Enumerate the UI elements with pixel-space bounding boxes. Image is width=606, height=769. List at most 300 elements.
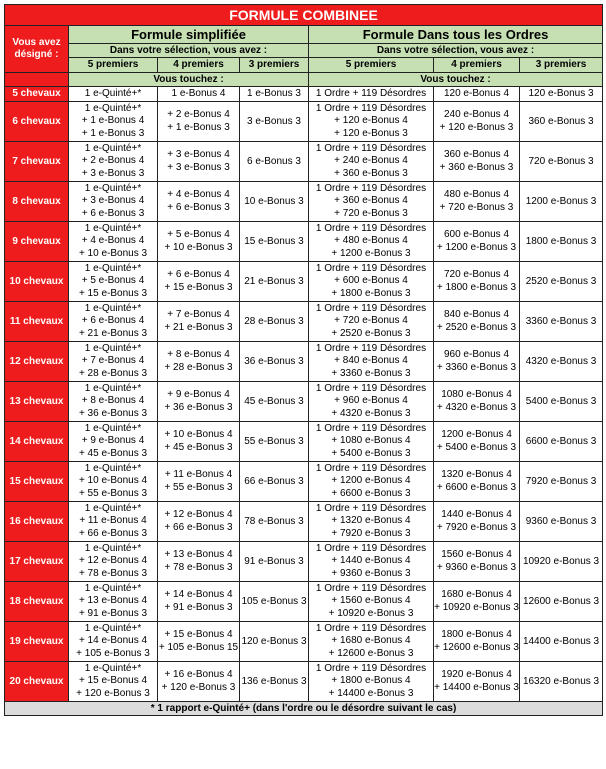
cell-tous-ordres-5-premiers xyxy=(309,102,434,142)
cell-line: + 36 e-Bonus 3 xyxy=(78,407,148,419)
cell-tous-ordres-3-premiers: 4320 e-Bonus 3 xyxy=(520,342,603,382)
cell-tous-ordres-4-premiers xyxy=(434,142,520,182)
cell-tous-ordres-3-premiers: 5400 e-Bonus 3 xyxy=(520,382,603,422)
cell-simplifiee-3-premiers: 21 e-Bonus 3 xyxy=(240,262,309,302)
cell-simplifiee-3-premiers: 1 e-Bonus 3 xyxy=(240,87,309,102)
cell-tous-ordres-3-premiers: 16320 e-Bonus 3 xyxy=(520,662,603,702)
subheader-touchez-tous-ordres: Vous touchez : xyxy=(309,73,603,87)
row-label: 8 chevaux xyxy=(5,182,69,222)
cell-line: 1 e-Quinté+* xyxy=(84,502,142,514)
cell-tous-ordres-3-premiers: 12600 e-Bonus 3 xyxy=(520,582,603,622)
cell-line: + 66 e-Bonus 3 xyxy=(164,521,233,533)
cell-line: + 2 e-Bonus 4 xyxy=(167,109,230,120)
cell-line: + 1 e-Bonus 4 xyxy=(81,115,145,127)
cell-line: + 5 e-Bonus 4 xyxy=(167,229,230,240)
cell-line: 1920 e-Bonus 4 xyxy=(441,669,512,680)
cell-line: + 15 e-Bonus 3 xyxy=(164,281,233,293)
cell-line: 1200 e-Bonus 4 xyxy=(441,429,512,440)
cell-line: 1 Ordre + 119 Désordres xyxy=(315,662,427,674)
cell-tous-ordres-4-premiers xyxy=(434,102,520,142)
cell-line: + 4 e-Bonus 4 xyxy=(81,235,145,247)
table-row xyxy=(5,302,603,342)
cell-line: + 2 e-Bonus 4 xyxy=(81,155,145,167)
cell-simplifiee-4-premiers xyxy=(158,422,240,462)
cell-tous-ordres-5-premiers xyxy=(309,662,434,702)
cell-line: 1 Ordre + 119 Désordres xyxy=(315,382,427,394)
cell-line: + 12600 e-Bonus 3 xyxy=(328,647,414,659)
cell-line: + 12 e-Bonus 4 xyxy=(78,555,148,567)
cell-tous-ordres-5-premiers xyxy=(309,542,434,582)
table-row xyxy=(5,262,603,302)
cell-line: + 9360 e-Bonus 3 xyxy=(331,567,411,579)
cell-line: + 55 e-Bonus 3 xyxy=(164,481,233,493)
cell-line: + 5400 e-Bonus 3 xyxy=(331,447,411,459)
row-label: 13 chevaux xyxy=(5,382,69,422)
cell-tous-ordres-5-premiers xyxy=(309,182,434,222)
table-row xyxy=(5,142,603,182)
cell-simplifiee-4-premiers xyxy=(158,222,240,262)
row-label: 6 chevaux xyxy=(5,102,69,142)
cell-simplifiee-4-premiers xyxy=(158,622,240,662)
cell-line: 600 e-Bonus 4 xyxy=(443,229,510,240)
col-header-tous-ordres-3: 3 premiers xyxy=(520,58,603,73)
cell-line: + 360 e-Bonus 4 xyxy=(334,195,408,207)
cell-tous-ordres-5-premiers xyxy=(309,342,434,382)
cell-simplifiee-5-premiers xyxy=(69,142,158,182)
cell-tous-ordres-3-premiers: 720 e-Bonus 3 xyxy=(520,142,603,182)
cell-line: + 66 e-Bonus 3 xyxy=(78,527,148,539)
cell-tous-ordres-4-premiers xyxy=(434,182,520,222)
cell-simplifiee-4-premiers xyxy=(158,542,240,582)
cell-tous-ordres-4-premiers xyxy=(434,422,520,462)
cell-simplifiee-5-premiers xyxy=(69,182,158,222)
cell-line: + 1200 e-Bonus 3 xyxy=(331,247,411,259)
cell-line: + 1 e-Bonus 3 xyxy=(81,127,145,139)
cell-line: + 1320 e-Bonus 4 xyxy=(331,515,411,527)
header-formule-simplifiee: Formule simplifiée xyxy=(69,26,309,44)
cell-line: + 36 e-Bonus 3 xyxy=(164,401,233,413)
cell-tous-ordres-3-premiers: 3360 e-Bonus 3 xyxy=(520,302,603,342)
footnote-row xyxy=(5,702,603,716)
cell-tous-ordres-5-premiers xyxy=(309,622,434,662)
cell-line: + 1800 e-Bonus 3 xyxy=(436,281,517,293)
cell-simplifiee-4-premiers xyxy=(158,342,240,382)
formule-combinee-sheet xyxy=(4,4,602,716)
cell-line: + 7920 e-Bonus 3 xyxy=(331,527,411,539)
cell-line: + 28 e-Bonus 3 xyxy=(164,361,233,373)
cell-line: + 105 e-Bonus 3 xyxy=(76,647,150,659)
col-header-tous-ordres-5: 5 premiers xyxy=(309,58,434,73)
cell-simplifiee-4-premiers xyxy=(158,462,240,502)
cell-tous-ordres-3-premiers: 6600 e-Bonus 3 xyxy=(520,422,603,462)
cell-line: + 11 e-Bonus 4 xyxy=(79,515,147,527)
row-label: 18 chevaux xyxy=(5,582,69,622)
cell-line: + 21 e-Bonus 3 xyxy=(78,327,148,339)
cell-line: + 45 e-Bonus 3 xyxy=(78,447,148,459)
cell-tous-ordres-5-premiers xyxy=(309,422,434,462)
table-row xyxy=(5,87,603,102)
cell-line: + 1680 e-Bonus 4 xyxy=(331,635,411,647)
cell-line: 1 Ordre + 119 Désordres xyxy=(315,182,427,194)
cell-line: + 360 e-Bonus 3 xyxy=(334,167,408,179)
cell-line: + 45 e-Bonus 3 xyxy=(164,441,233,453)
cell-line: 1 e-Quinté+* xyxy=(84,182,142,194)
cell-tous-ordres-4-premiers xyxy=(434,342,520,382)
cell-tous-ordres-4-premiers xyxy=(434,502,520,542)
cell-line: + 78 e-Bonus 3 xyxy=(78,567,148,579)
cell-simplifiee-4-premiers xyxy=(158,382,240,422)
cell-simplifiee-5-premiers xyxy=(69,262,158,302)
cell-line: + 4320 e-Bonus 3 xyxy=(436,401,517,413)
cell-simplifiee-5-premiers xyxy=(69,422,158,462)
cell-simplifiee-5-premiers xyxy=(69,87,158,102)
cell-tous-ordres-4-premiers xyxy=(434,382,520,422)
cell-line: + 28 e-Bonus 3 xyxy=(78,367,148,379)
cell-simplifiee-5-premiers xyxy=(69,222,158,262)
cell-tous-ordres-4-premiers xyxy=(434,87,520,102)
cell-line: + 120 e-Bonus 3 xyxy=(161,681,236,693)
cell-tous-ordres-3-premiers: 7920 e-Bonus 3 xyxy=(520,462,603,502)
cell-line: 1 Ordre + 119 Désordres xyxy=(315,502,427,514)
table-row xyxy=(5,662,603,702)
table-row xyxy=(5,462,603,502)
cell-line: 1 e-Quinté+* xyxy=(84,302,142,314)
cell-line: 1 e-Quinté+* xyxy=(84,342,142,354)
cell-tous-ordres-5-premiers xyxy=(309,302,434,342)
cell-line: + 7920 e-Bonus 3 xyxy=(436,521,517,533)
table-title: FORMULE COMBINEE xyxy=(5,5,603,26)
cell-line: 1680 e-Bonus 4 xyxy=(441,589,512,600)
cell-simplifiee-5-premiers xyxy=(69,382,158,422)
cell-line: + 960 e-Bonus 4 xyxy=(334,395,408,407)
cell-line: 1 e-Quinté+* xyxy=(84,422,142,434)
cell-line: + 1080 e-Bonus 4 xyxy=(331,435,411,447)
cell-line: 240 e-Bonus 4 xyxy=(443,109,510,120)
subheader-selection-tous-ordres: Dans votre sélection, vous avez : xyxy=(309,44,603,58)
cell-tous-ordres-3-premiers: 360 e-Bonus 3 xyxy=(520,102,603,142)
cell-line: 1 e-Quinté+* xyxy=(84,382,142,394)
cell-line: + 78 e-Bonus 3 xyxy=(164,561,233,573)
cell-tous-ordres-3-premiers: 1800 e-Bonus 3 xyxy=(520,222,603,262)
cell-simplifiee-4-premiers xyxy=(158,182,240,222)
cell-simplifiee-5-premiers xyxy=(69,302,158,342)
cell-tous-ordres-5-premiers xyxy=(309,222,434,262)
cell-line: + 8 e-Bonus 4 xyxy=(81,395,145,407)
table-row xyxy=(5,422,603,462)
cell-line: + 840 e-Bonus 4 xyxy=(334,355,408,367)
cell-line: + 600 e-Bonus 4 xyxy=(334,275,408,287)
subheader-selection-simplifiee: Dans votre sélection, vous avez : xyxy=(69,44,309,58)
row-label: 16 chevaux xyxy=(5,502,69,542)
cell-line: + 3 e-Bonus 3 xyxy=(81,167,145,179)
cell-tous-ordres-4-premiers xyxy=(434,542,520,582)
col-header-tous-ordres-4: 4 premiers xyxy=(434,58,520,73)
table-row xyxy=(5,542,603,582)
cell-line: 1560 e-Bonus 4 xyxy=(441,549,512,560)
cell-tous-ordres-4-premiers xyxy=(434,262,520,302)
cell-line: + 14 e-Bonus 4 xyxy=(78,635,148,647)
cell-line: + 10920 e-Bonus 3 xyxy=(328,607,414,619)
cell-line: 960 e-Bonus 4 xyxy=(443,349,510,360)
cell-line: + 10 e-Bonus 4 xyxy=(164,429,233,440)
cell-line: + 120 e-Bonus 3 xyxy=(334,127,408,139)
cell-simplifiee-5-premiers xyxy=(69,582,158,622)
cell-line: 1 Ordre + 119 Désordres xyxy=(315,262,427,274)
cell-line: + 1 e-Bonus 3 xyxy=(167,121,230,133)
cell-line: 1 e-Quinté+* xyxy=(84,462,142,474)
cell-line: + 3 e-Bonus 4 xyxy=(167,149,230,160)
cell-line: 720 e-Bonus 4 xyxy=(443,269,510,280)
cell-line: 1 Ordre + 119 Désordres xyxy=(315,342,427,354)
cell-simplifiee-5-premiers xyxy=(69,342,158,382)
cell-simplifiee-4-premiers xyxy=(158,87,240,102)
row-label: 9 chevaux xyxy=(5,222,69,262)
cell-line: + 4320 e-Bonus 3 xyxy=(331,407,411,419)
cell-tous-ordres-4-premiers xyxy=(434,222,520,262)
cell-line: 1 Ordre + 119 Désordres xyxy=(315,142,427,154)
cell-line: + 6 e-Bonus 3 xyxy=(167,201,230,213)
cell-line: + 120 e-Bonus 3 xyxy=(76,687,150,699)
table-row xyxy=(5,622,603,662)
cell-line: + 8 e-Bonus 4 xyxy=(167,349,230,360)
cell-line: + 10 e-Bonus 3 xyxy=(78,247,148,259)
row-label: 10 chevaux xyxy=(5,262,69,302)
row-label: 12 chevaux xyxy=(5,342,69,382)
cell-line: 1 Ordre + 119 Désordres xyxy=(315,582,427,594)
cell-line: 1 e-Quinté+* xyxy=(84,622,142,634)
cell-line: + 1800 e-Bonus 4 xyxy=(331,675,411,687)
cell-line: 1 Ordre + 119 Désordres xyxy=(315,462,427,474)
cell-simplifiee-4-premiers xyxy=(158,142,240,182)
cell-line: + 5 e-Bonus 4 xyxy=(81,275,145,287)
cell-simplifiee-3-premiers: 55 e-Bonus 3 xyxy=(240,422,309,462)
cell-line: + 3 e-Bonus 3 xyxy=(167,161,230,173)
cell-line: 1 e-Quinté+* xyxy=(84,542,142,554)
row-label: 14 chevaux xyxy=(5,422,69,462)
cell-line: + 7 e-Bonus 4 xyxy=(167,309,230,320)
cell-simplifiee-3-premiers: 6 e-Bonus 3 xyxy=(240,142,309,182)
cell-tous-ordres-5-premiers xyxy=(309,462,434,502)
cell-line: 120 e-Bonus 4 xyxy=(443,87,510,99)
cell-line: + 3360 e-Bonus 3 xyxy=(436,361,517,373)
header-formule-tous-ordres: Formule Dans tous les Ordres xyxy=(309,26,603,44)
cell-line: + 720 e-Bonus 4 xyxy=(334,315,408,327)
table-row xyxy=(5,182,603,222)
cell-line: + 6600 e-Bonus 3 xyxy=(436,481,517,493)
cell-line: + 105 e-Bonus 15 xyxy=(158,641,239,653)
cell-line: + 6 e-Bonus 4 xyxy=(81,315,145,327)
cell-line: + 6 e-Bonus 3 xyxy=(81,207,145,219)
table-row xyxy=(5,342,603,382)
cell-line: 1 e-Quinté+* xyxy=(84,142,142,154)
cell-line: + 1800 e-Bonus 3 xyxy=(331,287,411,299)
cell-simplifiee-3-premiers: 15 e-Bonus 3 xyxy=(240,222,309,262)
cell-line: + 14 e-Bonus 4 xyxy=(164,589,233,600)
cell-simplifiee-3-premiers: 91 e-Bonus 3 xyxy=(240,542,309,582)
cell-line: + 3 e-Bonus 4 xyxy=(81,195,145,207)
cell-line: + 1200 e-Bonus 3 xyxy=(436,241,517,253)
cell-line: + 1200 e-Bonus 4 xyxy=(331,475,411,487)
cell-line: + 9 e-Bonus 4 xyxy=(81,435,145,447)
cell-line: + 2520 e-Bonus 3 xyxy=(331,327,411,339)
col-header-simplifiee-5: 5 premiers xyxy=(69,58,158,73)
cell-line: + 15 e-Bonus 4 xyxy=(78,675,148,687)
cell-line: + 9 e-Bonus 4 xyxy=(167,389,230,400)
cell-line: + 480 e-Bonus 4 xyxy=(334,235,408,247)
cell-line: + 13 e-Bonus 4 xyxy=(78,595,148,607)
cell-simplifiee-5-premiers xyxy=(69,542,158,582)
row-label: 20 chevaux xyxy=(5,662,69,702)
cell-tous-ordres-3-premiers: 120 e-Bonus 3 xyxy=(520,87,603,102)
cell-simplifiee-3-premiers: 105 e-Bonus 3 xyxy=(240,582,309,622)
cell-simplifiee-5-premiers xyxy=(69,102,158,142)
cell-tous-ordres-3-premiers: 2520 e-Bonus 3 xyxy=(520,262,603,302)
cell-simplifiee-3-premiers: 45 e-Bonus 3 xyxy=(240,382,309,422)
cell-line: + 120 e-Bonus 4 xyxy=(334,115,408,127)
cell-line: + 11 e-Bonus 4 xyxy=(164,469,233,480)
cell-line: 1 e-Quinté+* xyxy=(84,222,142,234)
col-header-simplifiee-4: 4 premiers xyxy=(158,58,240,73)
cell-simplifiee-4-premiers xyxy=(158,582,240,622)
cell-line: + 1560 e-Bonus 4 xyxy=(331,595,411,607)
left-header-blank xyxy=(5,73,69,87)
table-row xyxy=(5,382,603,422)
cell-simplifiee-3-premiers: 136 e-Bonus 3 xyxy=(240,662,309,702)
cell-line: + 6600 e-Bonus 3 xyxy=(331,487,411,499)
cell-simplifiee-5-premiers xyxy=(69,662,158,702)
cell-tous-ordres-3-premiers: 10920 e-Bonus 3 xyxy=(520,542,603,582)
cell-line: + 21 e-Bonus 3 xyxy=(164,321,233,333)
cell-line: 1 Ordre + 119 Désordres xyxy=(315,302,427,314)
cell-line: + 91 e-Bonus 3 xyxy=(78,607,148,619)
cell-line: + 9360 e-Bonus 3 xyxy=(436,561,517,573)
cell-tous-ordres-5-premiers xyxy=(309,142,434,182)
cell-line: 1440 e-Bonus 4 xyxy=(441,509,512,520)
cell-line: 1 e-Quinté+* xyxy=(84,87,142,99)
cell-line: + 91 e-Bonus 3 xyxy=(164,601,233,613)
cell-simplifiee-5-premiers xyxy=(69,622,158,662)
cell-simplifiee-3-premiers: 66 e-Bonus 3 xyxy=(240,462,309,502)
cell-tous-ordres-5-premiers xyxy=(309,262,434,302)
cell-line: 1 e-Quinté+* xyxy=(84,662,142,674)
cell-line: + 15 e-Bonus 4 xyxy=(164,629,233,640)
cell-line: + 12600 e-Bonus 3 xyxy=(434,641,519,653)
cell-simplifiee-4-premiers xyxy=(158,262,240,302)
cell-tous-ordres-3-premiers: 9360 e-Bonus 3 xyxy=(520,502,603,542)
cell-tous-ordres-5-premiers xyxy=(309,582,434,622)
cell-tous-ordres-3-premiers: 14400 e-Bonus 3 xyxy=(520,622,603,662)
cell-line: 1800 e-Bonus 4 xyxy=(441,629,512,640)
cell-tous-ordres-4-premiers xyxy=(434,662,520,702)
cell-tous-ordres-4-premiers xyxy=(434,462,520,502)
cell-line: 1 Ordre + 119 Désordres xyxy=(315,102,427,114)
subheader-touchez-simplifiee: Vous touchez : xyxy=(69,73,309,87)
cell-line: + 3360 e-Bonus 3 xyxy=(331,367,411,379)
row-label: 5 chevaux xyxy=(5,87,69,102)
cell-line: 480 e-Bonus 4 xyxy=(443,189,510,200)
cell-line: + 7 e-Bonus 4 xyxy=(81,355,145,367)
cell-line: + 4 e-Bonus 4 xyxy=(167,189,230,200)
row-label: 17 chevaux xyxy=(5,542,69,582)
row-label: 7 chevaux xyxy=(5,142,69,182)
cell-line: 1320 e-Bonus 4 xyxy=(441,469,512,480)
cell-tous-ordres-4-premiers xyxy=(434,302,520,342)
cell-line: 1 Ordre + 119 Désordres xyxy=(315,87,427,99)
cell-line: 360 e-Bonus 4 xyxy=(443,149,510,160)
cell-simplifiee-4-premiers xyxy=(158,662,240,702)
cell-line: + 13 e-Bonus 4 xyxy=(164,549,233,560)
row-label: 11 chevaux xyxy=(5,302,69,342)
cell-line: + 10920 e-Bonus 3 xyxy=(434,601,519,613)
cell-simplifiee-3-premiers: 78 e-Bonus 3 xyxy=(240,502,309,542)
table-row xyxy=(5,102,603,142)
footnote: * 1 rapport e-Quinté+ (dans l'ordre ou le désordre suivant le cas) xyxy=(5,702,603,716)
cell-simplifiee-3-premiers: 10 e-Bonus 3 xyxy=(240,182,309,222)
cell-line: + 6 e-Bonus 4 xyxy=(167,269,230,280)
cell-tous-ordres-5-premiers xyxy=(309,382,434,422)
cell-line: + 720 e-Bonus 3 xyxy=(439,201,514,213)
cell-line: 1 Ordre + 119 Désordres xyxy=(315,222,427,234)
row-label: 15 chevaux xyxy=(5,462,69,502)
cell-tous-ordres-5-premiers xyxy=(309,87,434,102)
cell-simplifiee-4-premiers xyxy=(158,302,240,342)
cell-simplifiee-4-premiers xyxy=(158,502,240,542)
cell-simplifiee-5-premiers xyxy=(69,462,158,502)
cell-line: + 12 e-Bonus 4 xyxy=(164,509,233,520)
cell-line: 1 e-Quinté+* xyxy=(84,102,142,114)
cell-line: 1 e-Bonus 4 xyxy=(171,87,226,99)
cell-simplifiee-4-premiers xyxy=(158,102,240,142)
cell-simplifiee-3-premiers: 3 e-Bonus 3 xyxy=(240,102,309,142)
cell-line: + 2520 e-Bonus 3 xyxy=(436,321,517,333)
cell-line: + 240 e-Bonus 4 xyxy=(334,155,408,167)
cell-line: 1 e-Quinté+* xyxy=(84,582,142,594)
left-header-vous-avez-designe: Vous avez désigné : xyxy=(5,26,69,73)
cell-line: + 360 e-Bonus 3 xyxy=(439,161,514,173)
cell-line: + 55 e-Bonus 3 xyxy=(78,487,148,499)
cell-line: + 15 e-Bonus 3 xyxy=(78,287,148,299)
cell-line: + 120 e-Bonus 3 xyxy=(439,121,514,133)
table-row xyxy=(5,582,603,622)
cell-line: + 720 e-Bonus 3 xyxy=(334,207,408,219)
cell-line: 1080 e-Bonus 4 xyxy=(441,389,512,400)
cell-tous-ordres-5-premiers xyxy=(309,502,434,542)
cell-line: + 5400 e-Bonus 3 xyxy=(436,441,517,453)
cell-line: + 14400 e-Bonus 3 xyxy=(434,681,519,693)
cell-simplifiee-3-premiers: 36 e-Bonus 3 xyxy=(240,342,309,382)
cell-line: + 10 e-Bonus 3 xyxy=(164,241,233,253)
cell-line: + 1440 e-Bonus 4 xyxy=(331,555,411,567)
col-header-simplifiee-3: 3 premiers xyxy=(240,58,309,73)
cell-tous-ordres-4-premiers xyxy=(434,622,520,662)
cell-line: + 10 e-Bonus 4 xyxy=(78,475,148,487)
cell-line: 1 Ordre + 119 Désordres xyxy=(315,542,427,554)
cell-line: 1 Ordre + 119 Désordres xyxy=(315,622,427,634)
cell-line: 840 e-Bonus 4 xyxy=(443,309,510,320)
row-label: 19 chevaux xyxy=(5,622,69,662)
cell-simplifiee-5-premiers xyxy=(69,502,158,542)
cell-line: + 14400 e-Bonus 3 xyxy=(328,687,414,699)
cell-line: 1 e-Quinté+* xyxy=(84,262,142,274)
table-row xyxy=(5,502,603,542)
cell-simplifiee-3-premiers: 120 e-Bonus 3 xyxy=(240,622,309,662)
cell-line: + 16 e-Bonus 4 xyxy=(164,669,233,680)
formule-combinee-table xyxy=(4,4,603,716)
cell-tous-ordres-4-premiers xyxy=(434,582,520,622)
cell-line: 1 Ordre + 119 Désordres xyxy=(315,422,427,434)
table-row xyxy=(5,222,603,262)
cell-tous-ordres-3-premiers: 1200 e-Bonus 3 xyxy=(520,182,603,222)
